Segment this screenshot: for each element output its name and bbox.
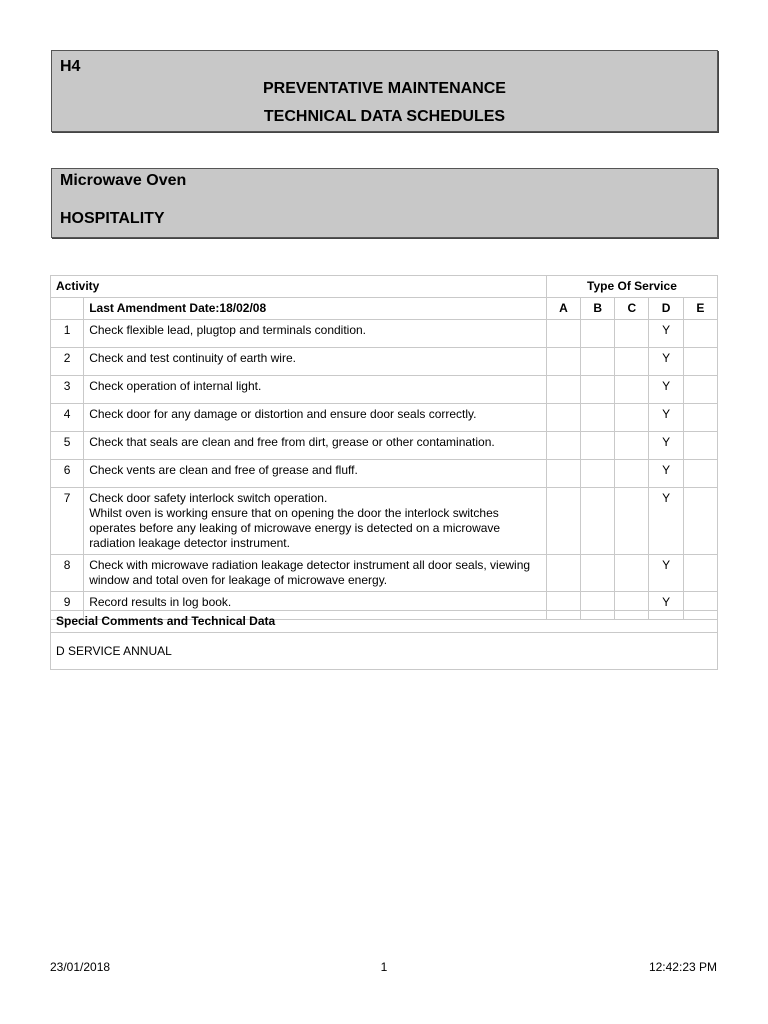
service-cell-c [615,320,649,348]
activity-table [50,275,718,620]
activity-number: 2 [51,348,84,376]
service-cell-a [546,376,580,404]
activity-description [84,555,547,592]
service-cell-d: Y [649,488,683,555]
table-row [51,488,718,555]
table-row [51,376,718,404]
activity-text: Check door for any damage or distortion and ensure door seals correctly. [89,407,477,421]
activity-description [84,376,547,404]
service-cell-d: Y [649,460,683,488]
activity-description [84,432,547,460]
table-header-row [51,276,718,298]
table-subheader-row [51,298,718,320]
service-cell-c [615,404,649,432]
service-cell-a [546,488,580,555]
service-cell-a [546,320,580,348]
service-cell-b [581,432,615,460]
service-cell-e [683,555,717,592]
service-cell-e [683,376,717,404]
activity-number: 3 [51,376,84,404]
table-row [51,404,718,432]
table-row [51,432,718,460]
activity-number: 7 [51,488,84,555]
service-cell-e [683,460,717,488]
service-cell-e [683,404,717,432]
equipment-name: Microwave Oven [60,172,187,189]
service-cell-a [546,555,580,592]
footer-date: 23/01/2018 [50,960,111,974]
amendment-date: Last Amendment Date:18/02/08 [84,298,547,320]
service-col-a: A [546,298,580,320]
activity-text: Check vents are clean and free of grease and fluff. [89,463,358,477]
service-cell-c [615,376,649,404]
activity-text: Check and test continuity of earth wire. [89,351,296,365]
service-cell-b [581,348,615,376]
activity-number: 1 [51,320,84,348]
activity-number: 8 [51,555,84,592]
table-row [51,348,718,376]
activity-description [84,320,547,348]
service-type-header: Type Of Service [546,276,717,298]
table-row [51,320,718,348]
activity-text: Check flexible lead, plugtop and terminals condition. [89,323,367,337]
service-cell-d: Y [649,376,683,404]
service-cell-e [683,488,717,555]
activity-text: Check that seals are clean and free from dirt, grease or other contamination. [89,435,495,449]
activity-number: 5 [51,432,84,460]
service-col-b: B [581,298,615,320]
service-cell-a [546,460,580,488]
service-col-e: E [683,298,717,320]
service-cell-c [615,460,649,488]
service-cell-e [683,432,717,460]
activity-rows [51,320,718,620]
service-cell-b [581,460,615,488]
equipment-box [51,168,718,238]
service-col-d: D [649,298,683,320]
activity-header: Activity [51,276,547,298]
service-cell-d: Y [649,592,683,620]
service-cell-c [615,432,649,460]
table-row [51,460,718,488]
header-box [51,50,718,132]
comments-text: D SERVICE ANNUAL [51,633,718,670]
footer-page-number: 1 [380,960,388,974]
service-cell-a [546,348,580,376]
empty-cell [51,298,84,320]
document-subtitle: TECHNICAL DATA SCHEDULES [263,108,506,125]
service-cell-c [615,488,649,555]
comments-header: Special Comments and Technical Data [51,611,718,633]
activity-description [84,348,547,376]
footer-time: 12:42:23 PM [648,960,717,974]
activity-text-detail: Whilst oven is working ensure that on opening the door the interlock switches operates before any leaking of microwave energy is detected on a microwave radiation leakage detector instrument. [89,506,501,550]
service-cell-c [615,555,649,592]
activity-description [84,488,547,555]
service-cell-e [683,348,717,376]
service-cell-b [581,404,615,432]
service-cell-d: Y [649,404,683,432]
document-code: H4 [60,58,81,75]
activity-description [84,404,547,432]
comments-table [50,610,718,670]
activity-text: Check door safety interlock switch operation. [89,491,328,505]
service-cell-d: Y [649,348,683,376]
department-name: HOSPITALITY [60,210,165,227]
service-cell-b [581,555,615,592]
table-row [51,555,718,592]
service-cell-a [546,404,580,432]
service-cell-d: Y [649,320,683,348]
service-col-c: C [615,298,649,320]
activity-number: 6 [51,460,84,488]
activity-text: Record results in log book. [89,595,232,609]
service-cell-a [546,432,580,460]
service-cell-d: Y [649,555,683,592]
activity-number: 9 [51,592,84,620]
service-cell-b [581,320,615,348]
service-cell-b [581,376,615,404]
service-cell-c [615,348,649,376]
activity-text: Check with microwave radiation leakage detector instrument all door seals, viewing window and total oven for leakage of microwave energy. [89,558,531,587]
activity-number: 4 [51,404,84,432]
service-cell-e [683,320,717,348]
service-cell-b [581,488,615,555]
activity-description [84,460,547,488]
activity-text: Check operation of internal light. [89,379,262,393]
document-title: PREVENTATIVE MAINTENANCE [263,80,506,97]
service-cell-d: Y [649,432,683,460]
